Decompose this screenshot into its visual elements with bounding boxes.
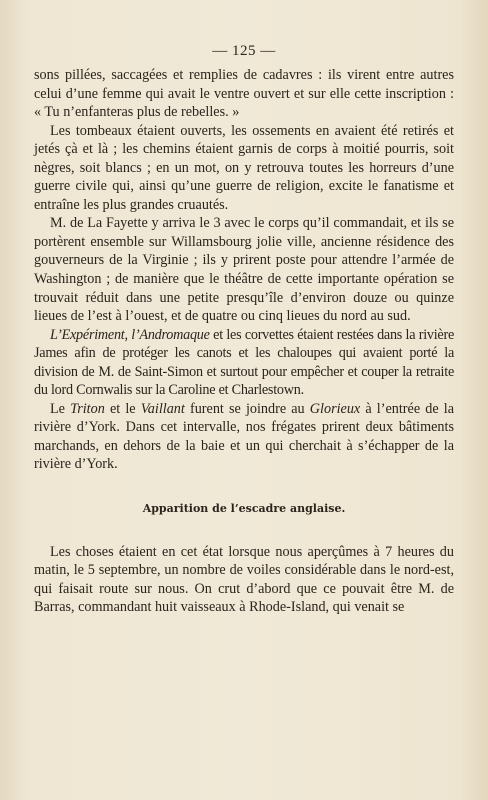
paragraph-ships-york-river [34,400,454,474]
page-body [34,66,454,617]
ship-name-glorieux: Glorieux [309,400,361,417]
paragraph-text: furent se joindre au [184,400,310,417]
separator-text: , [124,326,132,343]
paragraph-text: Le [50,400,71,417]
paragraph-tombs: Les tombeaux étaient ouverts, les ossements en avaient été retirés et jetés çà et là ; les chemins étaient garnis de corps à moitié pourris, soit nègres, soit blancs ; en un mot, on y retrouva toutes les horreurs d’une guerre civile qui, ainsi qu’une guerre de religion, excite le fanatisme et entraîne les plus grandes cruautés. [34,122,454,213]
paragraph-ships-james-river [34,326,454,400]
ship-name-andromaque: l’Andromaque [131,326,210,343]
section-heading: Apparition de l’escadre anglaise. [142,502,346,516]
paragraph-text: et les corvettes étaient restées dans la rivière James afin de protéger les canots et les chaloupes qui avaient porté la division de M. de Saint-Simon et surtout pour empêcher et couper la retraite du lord Cornwalis sur la Caroline et Charlestown. [34,326,455,399]
paragraph-text: et le [104,400,141,417]
ship-name-triton: Triton [70,400,105,417]
page-number: — 125 — [212,43,276,59]
paragraph-text: à l’entrée de la rivière d’York. Dans cet intervalle, nos frégates prirent deux bâtiments marchands, en dehors de la baie et un qui cherchait à s’échapper de la rivière d’York. [34,400,455,473]
paragraph-continuation: sons pillées, saccagées et remplies de cadavres : ils virent entre autres celui d’une femme qui avait le ventre ouvert et sur elle cette inscription : « Tu n’enfanteras plus de rebelles. » [34,67,454,121]
paragraph-la-fayette: M. de La Fayette y arriva le 3 avec le corps qu’il commandait, et ils se portèrent ensemble sur Willamsbourg jolie ville, ancienne résidence des gouverneurs de la Virginie ; ils y prirent poste pour attendre l’armée de Washington ; de manière que le théâtre de cette importante opération se trouvait réduit dans une petite presqu’île d’environ douze ou quinze lieues de l’est à l’ouest, et de quatre ou cinq lieues du nord au sud. [34,215,454,325]
paragraph-english-squadron: Les choses étaient en cet état lorsque nous aperçûmes à 7 heures du matin, le 5 septembre, un nombre de voiles considérable dans le nord-est, qui faisait route sur nous. On crut d’abord que ce pouvait être M. de Barras, commandant huit vaisseaux à Rhode-Island, qui venait se [34,543,454,616]
ship-name-vaillant: Vaillant [140,400,185,417]
ship-name-experiment: L’Expériment [50,326,125,343]
